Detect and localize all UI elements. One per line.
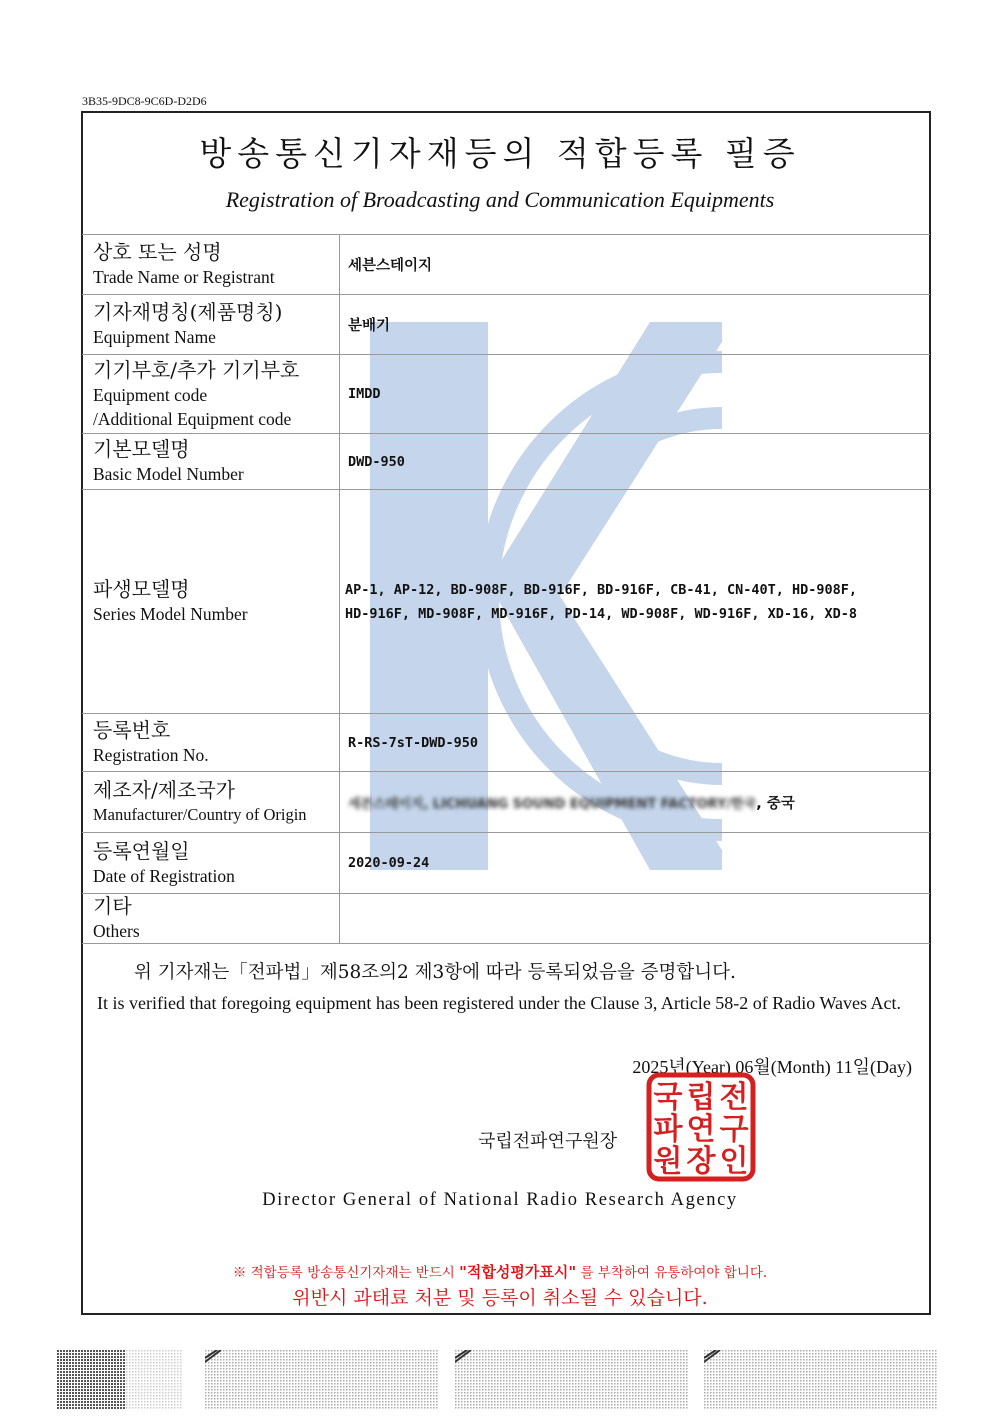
notice-prefix: ※ 적합등록 방송통신기자재는 반드시: [232, 1265, 460, 1281]
security-pattern-strip-3: [704, 1350, 938, 1410]
notice-line-2: 위반시 과태료 처분 및 등록이 취소될 수 있습니다.: [292, 1287, 708, 1309]
notice-suffix: 를 부착하여 유통하여야 합니다.: [576, 1265, 768, 1281]
label-others-en: Others: [93, 921, 140, 941]
label-date-registration-ko: 등록연월일: [93, 838, 190, 863]
label-others-ko: 기타: [93, 894, 132, 918]
row-equipment-name: [82, 295, 930, 355]
seal-character: 구: [719, 1112, 749, 1147]
notice-conformity-mark: "적합성평가표시": [459, 1263, 577, 1281]
director-general-title: Director General of National Radio Research Agency: [262, 1190, 738, 1210]
seal-character: 연: [686, 1112, 716, 1147]
label-additional-code-en: /Additional Equipment code: [93, 408, 292, 429]
label-basic-model-en: Basic Model Number: [93, 464, 244, 484]
value-series-model-line2: HD-916F, MD-908F, MD-916F, PD-14, WD-908F, WD-916F, XD-16, XD-8: [345, 605, 858, 622]
value-basic-model: DWD-950: [340, 434, 931, 490]
official-seal: [646, 1072, 756, 1182]
label-manufacturer-en: Manufacturer/Country of Origin: [93, 804, 307, 824]
signer-title-ko: 국립전파연구원장: [478, 1131, 618, 1152]
certification-statement-en: It is verified that foregoing equipment has been registered under the Clause 3, Article 58-2 of Radio Waves Act.: [97, 993, 901, 1013]
security-pattern-strip-2: [455, 1350, 689, 1410]
certification-statement-ko: 위 기자재는「전파법」제58조의2 제3항에 따라 등록되었음을 증명합니다.: [134, 962, 736, 983]
seal-character: 국: [653, 1080, 683, 1115]
label-series-model-ko: 파생모델명: [93, 577, 190, 601]
value-manufacturer-blurred: 세븐스테이지, LICHUANG SOUND EQUIPMENT FACTORY/한국: [348, 796, 757, 812]
registration-table: [82, 234, 930, 944]
label-equipment-name-en: Equipment Name: [93, 327, 216, 347]
security-stamp-original: [57, 1350, 183, 1410]
label-trade-name-en: Trade Name or Registrant: [93, 267, 275, 287]
seal-character: 전: [719, 1080, 749, 1115]
title-english: Registration of Broadcasting and Communication Equipments: [225, 187, 775, 212]
notice-line-1: [0, 1261, 1000, 1282]
label-equipment-code-en: Equipment code: [93, 384, 208, 405]
value-equipment-code: IMDD: [340, 355, 931, 434]
seal-character: 립: [686, 1080, 716, 1115]
value-trade-name: 세븐스테이지: [348, 258, 433, 274]
row-series-model: [82, 490, 930, 714]
row-others: [82, 894, 930, 944]
label-series-model-en: Series Model Number: [93, 604, 248, 624]
label-date-registration-en: Date of Registration: [93, 865, 235, 886]
value-country-of-origin: , 중국: [756, 795, 795, 812]
row-equipment-code: [82, 355, 930, 434]
label-equipment-code-ko: 기기부호/추가 기기부호: [93, 357, 300, 382]
seal-character: 파: [653, 1112, 683, 1147]
row-date-registration: [82, 833, 930, 894]
title-korean: 방송통신기자재등의 적합등록 필증: [199, 134, 801, 173]
label-registration-no-ko: 등록번호: [93, 718, 171, 742]
value-equipment-name: 분배기: [348, 318, 391, 334]
value-series-model-line1: AP-1, AP-12, BD-908F, BD-916F, BD-916F, CB-41, CN-40T, HD-908F,: [345, 581, 858, 598]
seal-character: 원: [653, 1144, 683, 1179]
security-pattern-strip-1: [205, 1350, 439, 1410]
value-date-registration: 2020-09-24: [340, 833, 931, 894]
label-manufacturer-ko: 제조자/제조국가: [93, 777, 235, 802]
label-registration-no-en: Registration No.: [93, 745, 209, 765]
seal-character: 인: [719, 1144, 749, 1179]
seal-character: 장: [686, 1144, 716, 1179]
row-registration-no: [82, 714, 930, 772]
label-basic-model-ko: 기본모델명: [93, 437, 190, 461]
value-registration-no: R-RS-7sT-DWD-950: [340, 714, 931, 772]
row-trade-name: [82, 235, 930, 295]
document-id: 3B35-9DC8-9C6D-D2D6: [82, 94, 207, 108]
issue-date: 2025년(Year) 06월(Month) 11일(Day): [632, 1057, 912, 1077]
label-equipment-name-ko: 기자재명칭(제품명칭): [93, 300, 283, 324]
row-basic-model: [82, 434, 930, 490]
row-manufacturer: [82, 772, 930, 833]
label-trade-name-ko: 상호 또는 성명: [93, 240, 222, 264]
value-others: [340, 894, 931, 944]
